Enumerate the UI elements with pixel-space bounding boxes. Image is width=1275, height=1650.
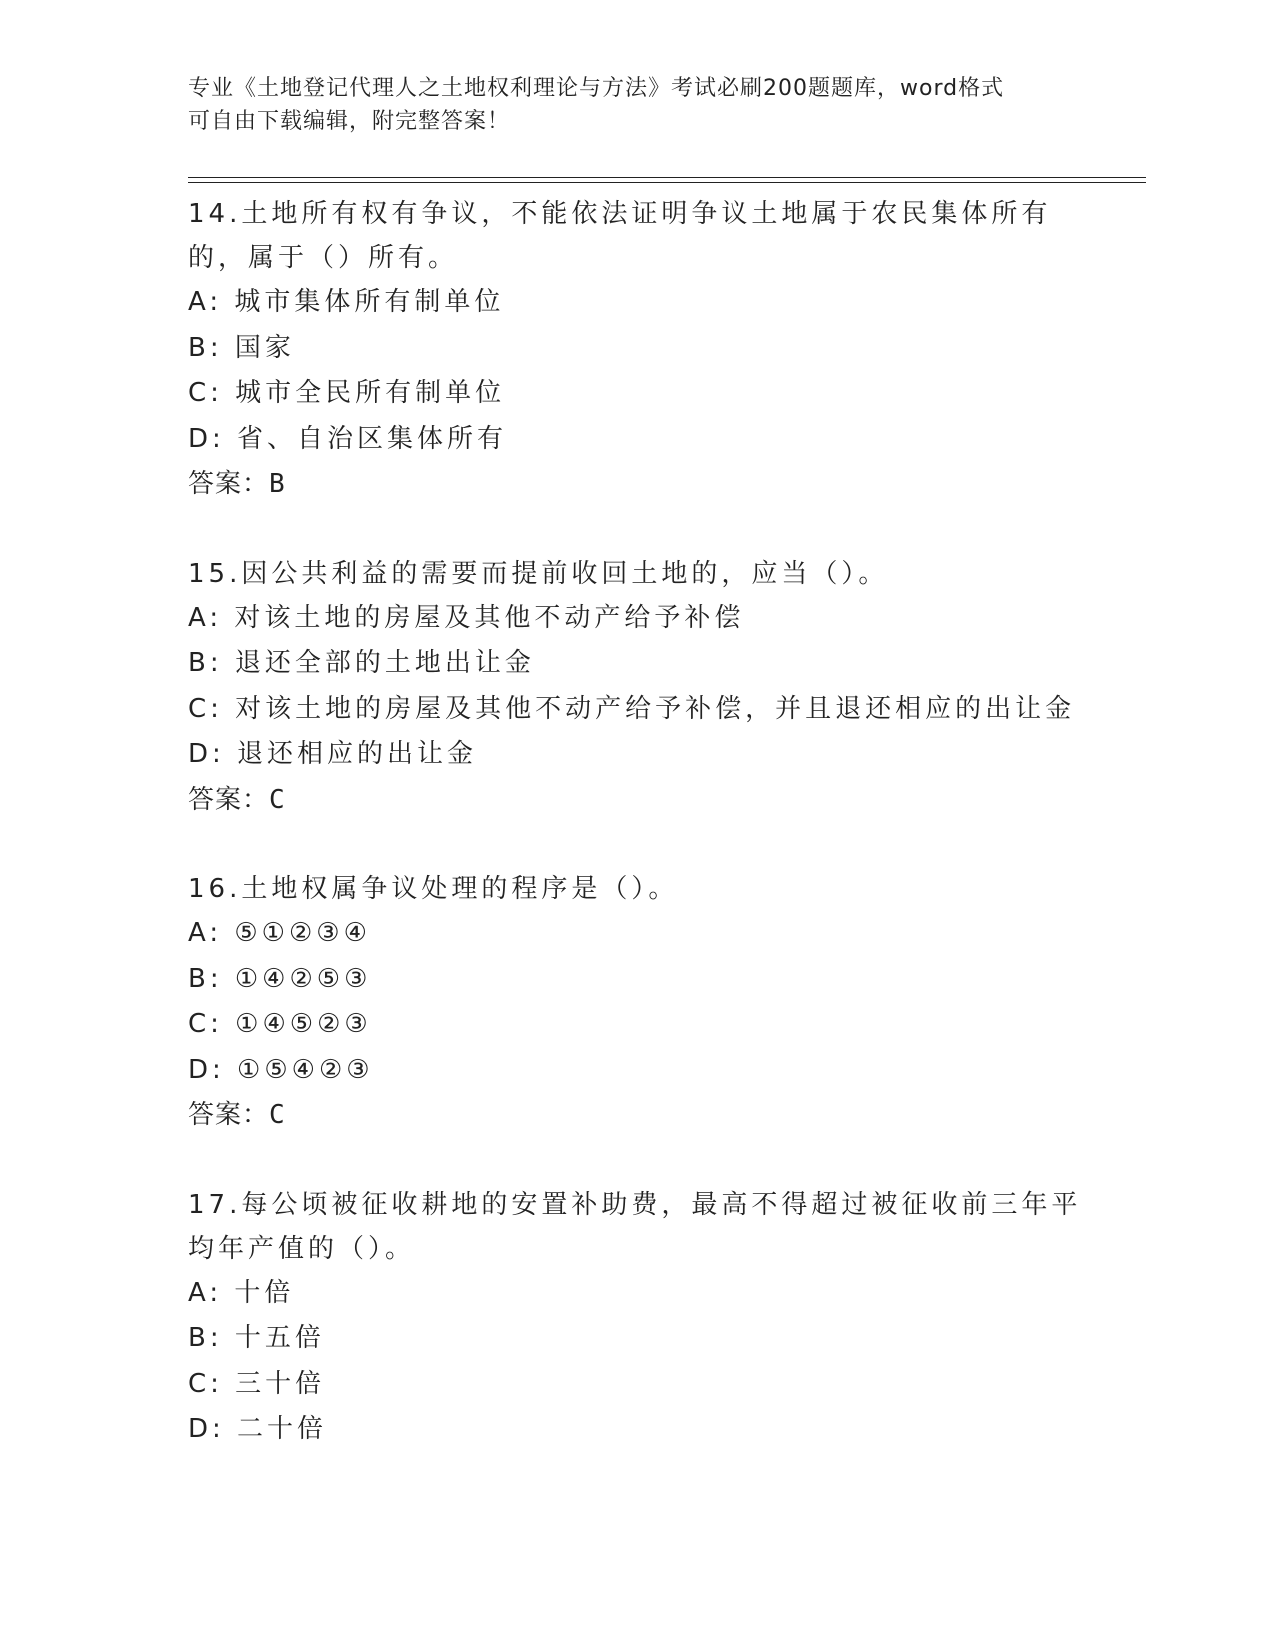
answer-label: 答案： <box>188 1100 270 1130</box>
answer-label: 答案： <box>188 469 270 499</box>
option-c: C: 对该土地的房屋及其他不动产给予补偿，并且退还相应的出让金 <box>188 693 1076 724</box>
document-header <box>188 72 1068 138</box>
header-line-2: 可自由下载编辑，附完整答案！ <box>188 109 511 134</box>
answer-value: C <box>269 1100 286 1130</box>
option-b: B: 国家 <box>188 332 295 363</box>
answer-line <box>188 1093 1088 1139</box>
option-b: B: ①④②⑤③ <box>188 963 372 994</box>
question-stem: 15.因公共利益的需要而提前收回土地的，应当（）。 <box>188 558 889 589</box>
option-c: C: ①④⑤②③ <box>188 1009 372 1039</box>
question-14 <box>188 192 1088 508</box>
header-divider-top <box>188 177 1146 178</box>
question-16 <box>188 867 1088 1139</box>
answer-label: 答案： <box>188 784 270 815</box>
option-d: D: ①⑤④②③ <box>188 1054 374 1085</box>
option-a: A: ⑤①②③④ <box>188 918 371 948</box>
question-list <box>188 192 1088 1497</box>
question-17 <box>188 1183 1088 1453</box>
answer-value: C <box>269 784 286 815</box>
option-d: D: 省、自治区集体所有 <box>188 423 508 454</box>
option-b: B: 退还全部的土地出让金 <box>188 648 535 678</box>
answer-value: B <box>269 469 286 499</box>
option-d: D: 二十倍 <box>188 1414 328 1444</box>
header-line-1: 专业《土地登记代理人之土地权利理论与方法》考试必刷200题题库，word格式 <box>188 76 1005 101</box>
question-stem: 16.土地权属争议处理的程序是（）。 <box>188 874 679 904</box>
question-15 <box>188 552 1088 824</box>
answer-line <box>188 778 1088 824</box>
option-c: C: 三十倍 <box>188 1368 326 1399</box>
option-a: A: 对该土地的房屋及其他不动产给予补偿 <box>188 602 745 633</box>
option-a: A: 城市集体所有制单位 <box>188 287 505 317</box>
option-a: A: 十倍 <box>188 1277 295 1308</box>
option-c: C: 城市全民所有制单位 <box>188 378 506 408</box>
question-stem: 14.土地所有权有争议，不能依法证明争议土地属于农民集体所有的，属于（）所有。 <box>188 199 1052 273</box>
answer-line <box>188 462 1088 508</box>
header-divider-bottom <box>188 182 1146 183</box>
question-stem: 17.每公顷被征收耕地的安置补助费，最高不得超过被征收前三年平均年产值的（）。 <box>188 1189 1082 1264</box>
option-b: B: 十五倍 <box>188 1323 325 1353</box>
option-d: D: 退还相应的出让金 <box>188 739 478 769</box>
